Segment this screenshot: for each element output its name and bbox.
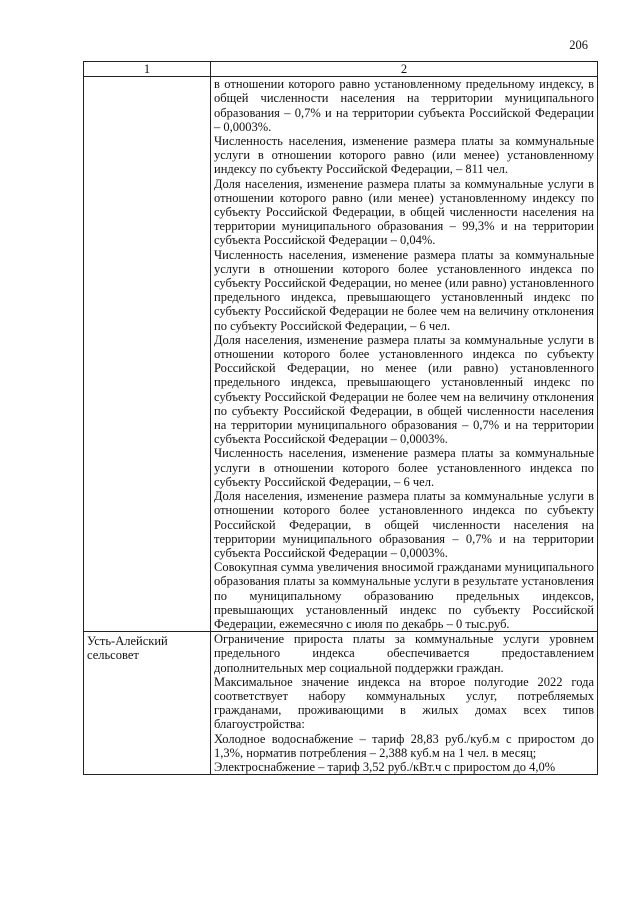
paragraph: Численность населения, изменение размера платы за коммунальные услуги в отношении которого равно (или менее) установленному индексу по субъекту Российской Федерации, – 811 чел.	[214, 134, 594, 177]
paragraph: в отношении которого равно установленному предельному индексу, в общей численности населения на территории муниципального образования – 0,7% и на территории субъекта Российской Федерации – 0,0003%.	[214, 77, 594, 134]
document-table	[83, 61, 598, 775]
table-header-row	[84, 62, 598, 77]
paragraph: Доля населения, изменение размера платы за коммунальные услуги в отношении которого более установленного индекса по субъекту Российской Федерации, но менее (или равно) установленного предельного индекса, превышающего установленный индекс по субъекту Российской Федерации не более чем на величину отклонения по субъекту Российской Федерации, в общей численности населения на территории муниципального образования – 0,7% и на территории субъекта Российской Федерации – 0,0003%.	[214, 332, 594, 447]
paragraph: Совокупная сумма увеличения вносимой гражданами муниципального образования платы за коммунальные услуги в результате установления по муниципальному образованию предельных индексов, превышающих установленный индекс по субъекту Российской Федерации, ежемесячно с июля по декабрь – 0 тыс.руб.	[214, 560, 594, 631]
paragraph: Максимальное значение индекса на второе полугодие 2022 года соответствует набору коммунальных услуг, потребляемых гражданами, проживающими в жилых домах всех типов благоустройства:	[214, 674, 594, 732]
paragraph: Численность населения, изменение размера платы за коммунальные услуги в отношении которого более установленного индекса по субъекту Российской Федерации, – 6 чел.	[214, 446, 594, 489]
table-row	[84, 632, 598, 775]
description-cell	[211, 77, 598, 632]
paragraph: Электроснабжение – тариф 3,52 руб./кВт.ч с приростом до 4,0%	[214, 759, 556, 774]
page-number: 206	[569, 38, 588, 52]
municipality-cell-empty	[84, 77, 211, 632]
paragraph: Доля населения, изменение размера платы за коммунальные услуги в отношении которого равно (или менее) установленному индексу по субъекту Российской Федерации, в общей численности населения на территории муниципального образования – 99,3% и на территории субъекта Российской Федерации – 0,04%.	[214, 176, 594, 248]
header-col-2: 2	[211, 62, 598, 77]
paragraph: Холодное водоснабжение – тариф 28,83 руб./куб.м с приростом до 1,3%, норматив потребления – 2,388 куб.м на 1 чел. в месяц;	[214, 731, 594, 760]
table-row	[84, 77, 598, 632]
municipality-name: Усть-Алейский сельсовет	[84, 632, 211, 775]
paragraph: Численность населения, изменение размера платы за коммунальные услуги в отношении которого более установленного индекса по субъекту Российской Федерации, но менее (или равно) установленного предельного индекса, превышающего установленный индекс по субъекту Российской Федерации не более чем на величину отклонения по субъекту Российской Федерации, – 6 чел.	[214, 247, 594, 333]
paragraph: Доля населения, изменение размера платы за коммунальные услуги в отношении которого более установленного индекса по субъекту Российской Федерации, в общей численности населения на территории муниципального образования – 0,7% и на территории субъекта Российской Федерации – 0,0003%.	[214, 489, 594, 560]
paragraph: Ограничение прироста платы за коммунальные услуги уровнем предельного индекса обеспечивается предоставлением дополнительных мер социальной поддержки граждан.	[214, 632, 594, 675]
header-col-1: 1	[84, 62, 211, 77]
description-cell	[211, 632, 598, 775]
